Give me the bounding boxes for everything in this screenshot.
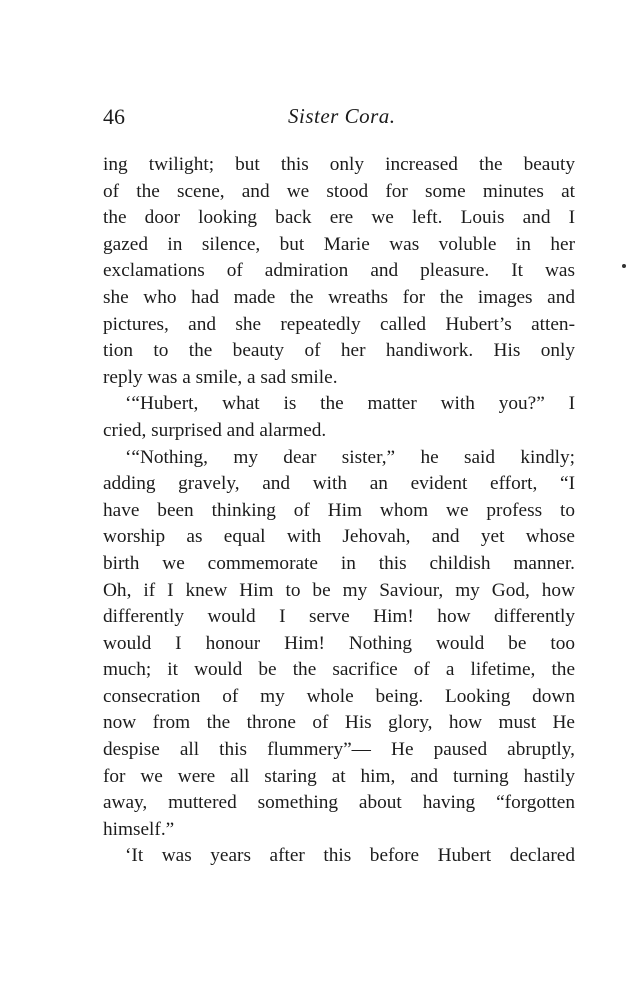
page-number: 46 [103,104,125,129]
text-line: differently would I serve Him! how differently [103,606,575,628]
text-line: away, muttered something about having “forgotten [103,792,575,814]
text-line: ing twilight; but this only increased the beauty [103,154,575,175]
text-line: would I honour Him! Nothing would be too [103,632,575,654]
text-line: ‘“Hubert, what is the matter with you?” I [125,393,575,415]
text-line: much; it would be the sacrifice of a lifetime, the [103,659,575,681]
text-line: she who had made the wreaths for the images and [103,286,575,308]
text-line: pictures, and she repeatedly called Hubert’s atten- [103,313,575,335]
text-line: consecration of my whole being. Looking down [103,685,575,707]
text-line: exclamations of admiration and pleasure. It was [103,260,575,282]
text-line: ‘It was years after this before Hubert declared [125,845,575,867]
text-line: reply was a smile, a sad smile. [103,366,338,388]
text-line: despise all this flummery”— He paused abruptly, [103,739,575,761]
page-header [103,100,575,136]
text-line: the door looking back ere we left. Louis and I [103,207,575,229]
text-line: adding gravely, and with an evident effort, “I [103,473,575,495]
text-line: Oh, if I knew Him to be my Saviour, my God, how [103,579,575,601]
text-line: tion to the beauty of her handiwork. His only [103,340,575,362]
text-line: ‘“Nothing, my dear sister,” he said kindly; [125,446,575,468]
text-line: birth we commemorate in this childish manner. [103,552,575,574]
text-line: for we were all staring at him, and turning hastily [103,765,575,787]
ink-speck [622,264,626,268]
body-text [103,152,575,870]
text-line: himself.” [103,818,175,840]
text-line: have been thinking of Him whom we profess to [103,499,575,521]
text-line: cried, surprised and alarmed. [103,419,327,441]
text-line: gazed in silence, but Marie was voluble in her [103,233,575,255]
running-title: Sister Cora. [288,104,396,128]
text-line: now from the throne of His glory, how must He [103,712,575,734]
text-line: worship as equal with Jehovah, and yet whose [103,526,575,548]
text-line: of the scene, and we stood for some minutes at [103,180,575,202]
